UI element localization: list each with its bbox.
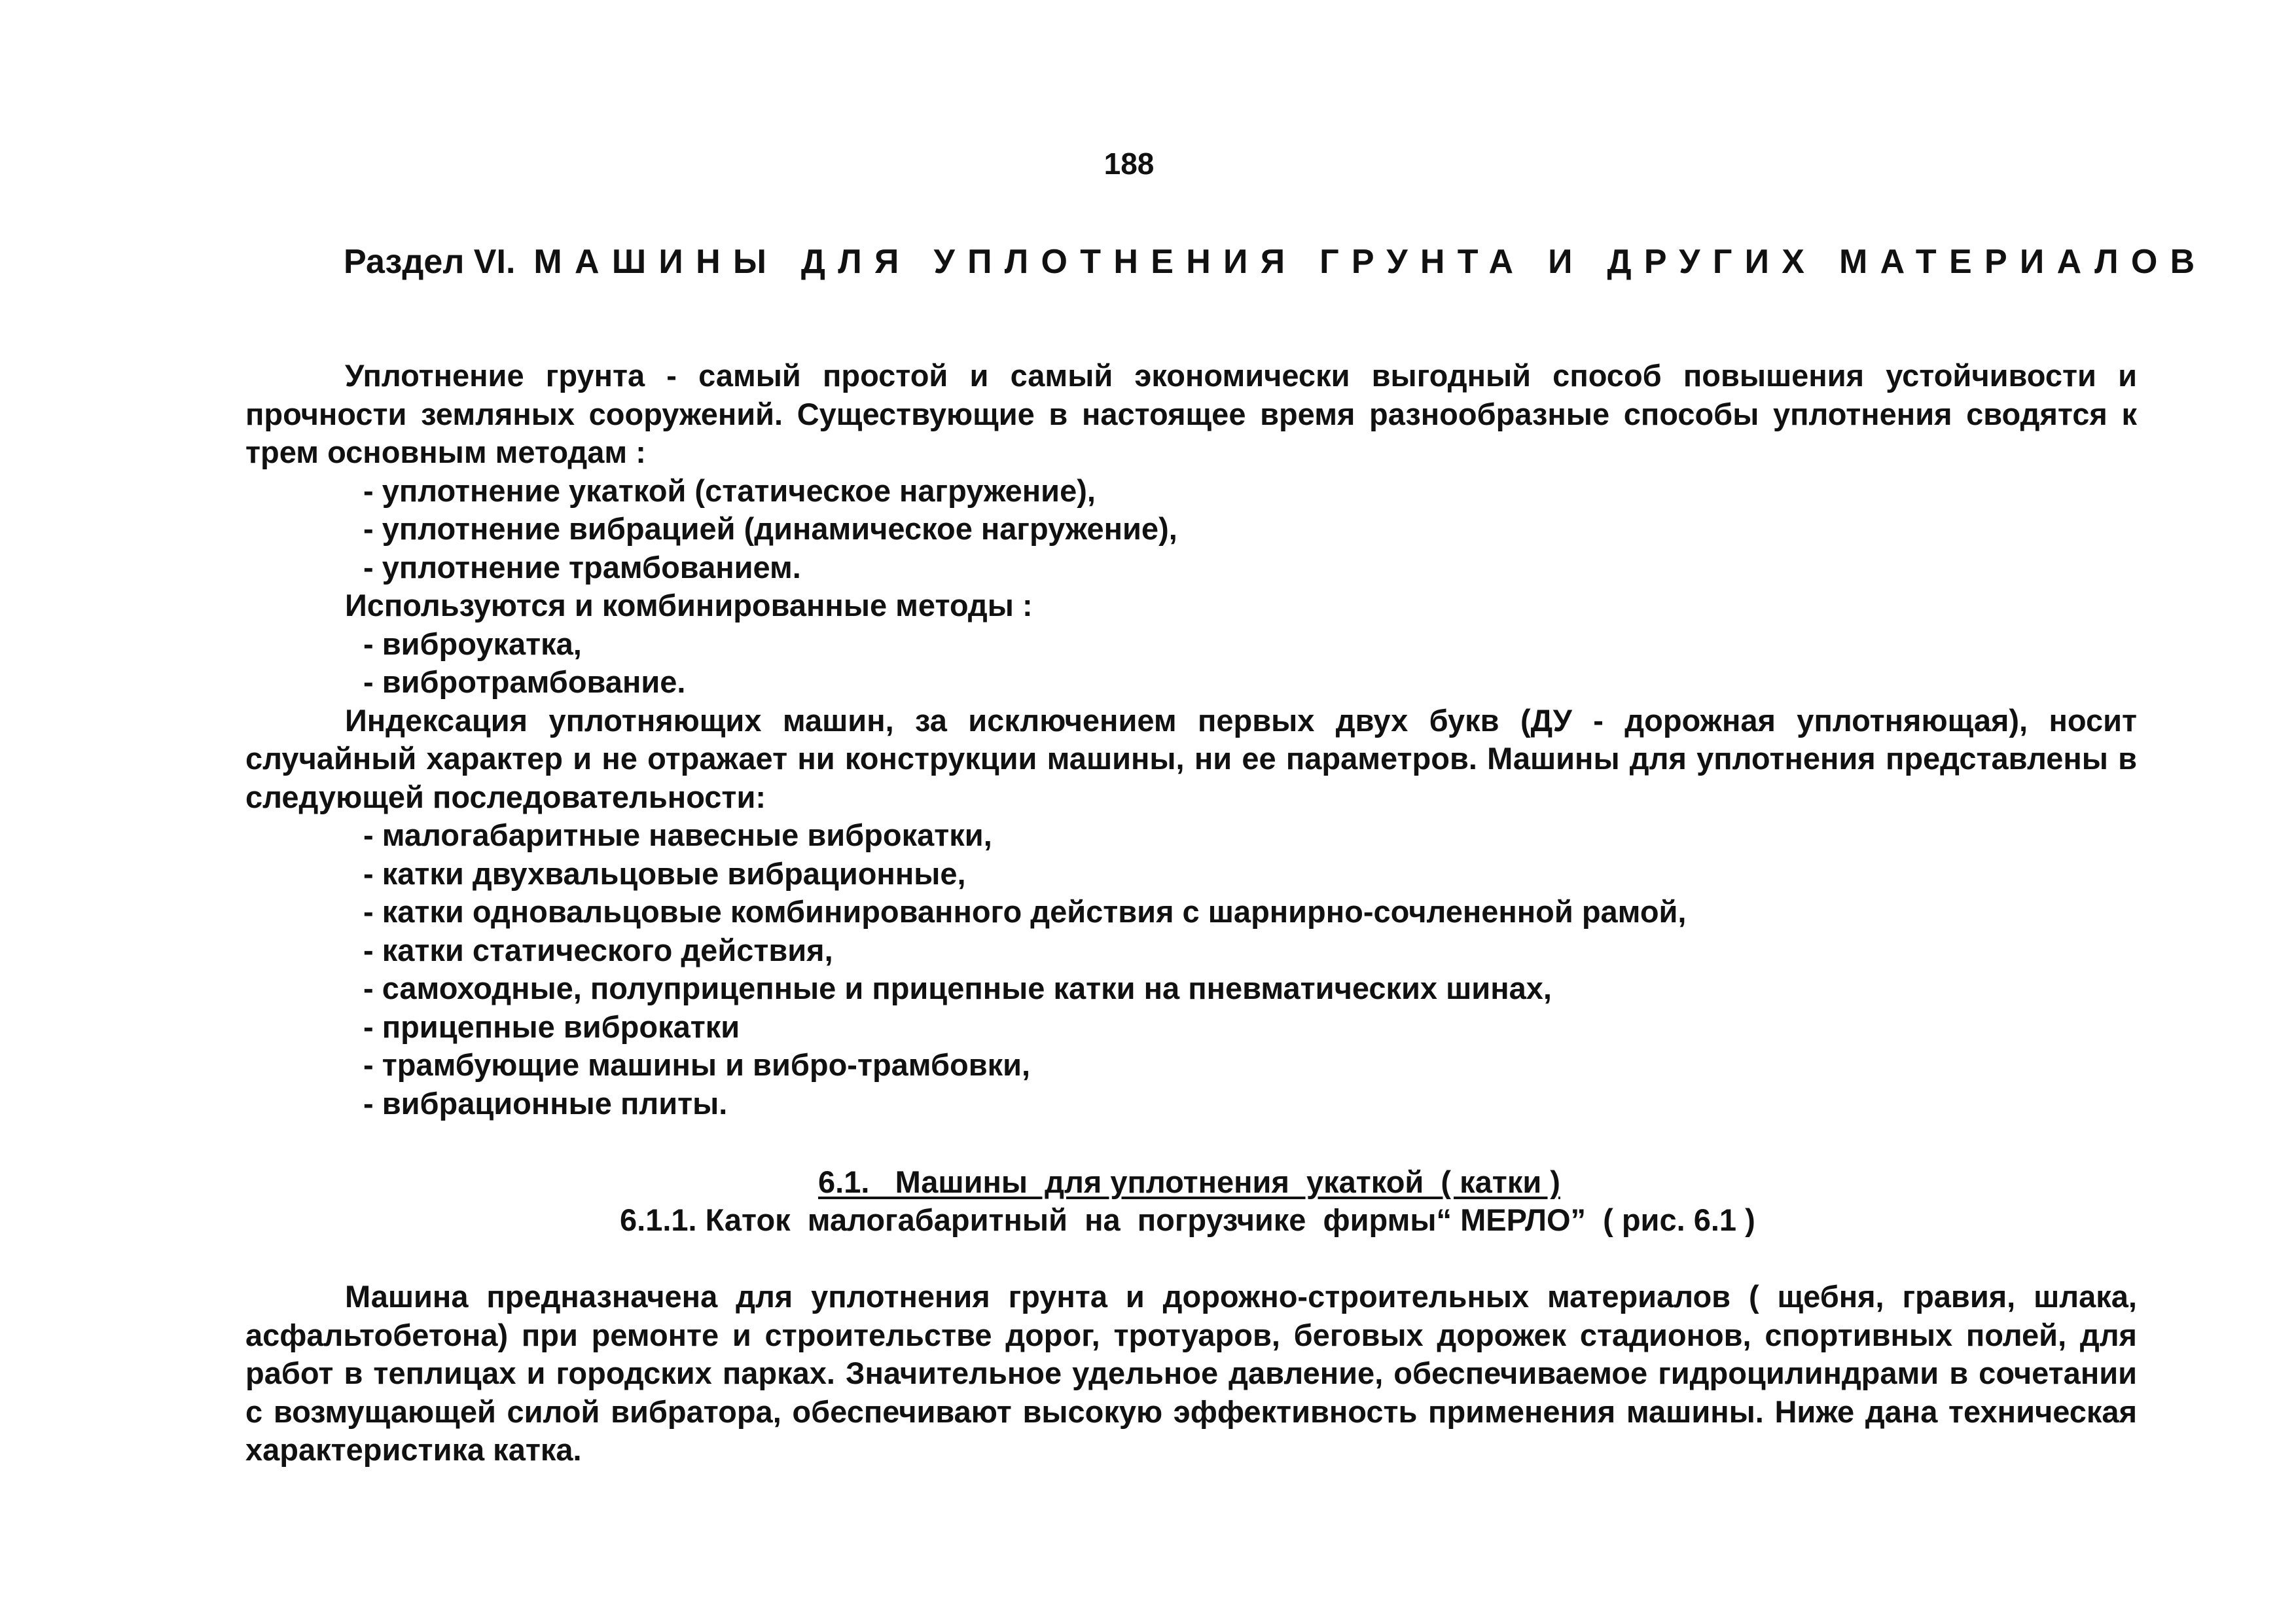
list-item: - уплотнение вибрацией (динамическое нагружение), [363,511,1177,546]
intro-paragraph: Уплотнение грунта - самый простой и самый экономически выгодный способ повышения устойчивости и прочности земляных сооружений. Существующие в настоящее время разнообразные способы уплотнения сводятся к трем основным методам : [245,358,2137,469]
machine-description-block [245,1278,2137,1470]
subsection-subheading: 6.1.1. Каток малогабаритный на погрузчике фирмы“ МЕРЛО” ( рис. 6.1 ) [620,1202,1755,1237]
list-item: - трамбующие машины и вибро-трамбовки, [363,1047,1031,1082]
list-item: - уплотнение трамбованием. [363,549,801,585]
subsection-heading [818,1163,1669,1201]
list-item: - малогабаритные навесные виброкатки, [363,818,992,852]
section-title: МАШИНЫ ДЛЯ УПЛОТНЕНИЯ ГРУНТА И ДРУГИХ МАТЕРИАЛОВ [533,243,2208,281]
list-item: - виброукатка, [363,626,582,661]
machine-description-paragraph: Машина предназначена для уплотнения грунта и дорожно-строительных материалов ( щебня, гравия, шлака, асфальтобетона) при ремонте и строительстве дорог, тротуаров, беговых дорожек стадионов, спортивных полей, для работ в теплицах и городских парках. Значительное удельное давление, обеспечиваемое гидроцилиндрами в сочетании с возмущающей силой вибратора, обеспечивают высокую эффективность применения машины. Ниже дана техническая характеристика катка. [245,1279,2137,1467]
intro-block [245,357,2137,1123]
list-item: - катки статического действия, [363,932,833,967]
list-item: - катки двухвальцовые вибрационные, [363,856,966,891]
list-item: - прицепные виброкатки [363,1009,740,1044]
list-item: - вибрационные плиты. [363,1085,728,1121]
list-item: - вибротрамбование. [363,664,686,699]
list-item: - уплотнение укаткой (статическое нагружение), [363,473,1096,508]
page-number: 188 [1103,147,1155,181]
list-item: - самоходные, полуприцепные и прицепные катки на пневматических шинах, [363,971,1552,1005]
section-prefix: Раздел VI. [344,243,516,281]
section-heading [344,239,2208,285]
combined-methods-intro: Используются и комбинированные методы : [345,588,1033,623]
list-item: - катки одновальцовые комбинированного действия с шарнирно-сочлененной рамой, [363,894,1687,929]
subsection-heading-text: 6.1. Машины для уплотнения укаткой ( катки ) [818,1164,1560,1199]
indexing-paragraph: Индексация уплотняющих машин, за исключением первых двух букв (ДУ - дорожная уплотняющая), носит случайный характер и не отражает ни конструкции машины, ни ее параметров. Машины для уплотнения представлены в следующей последовательности: [245,702,2137,814]
